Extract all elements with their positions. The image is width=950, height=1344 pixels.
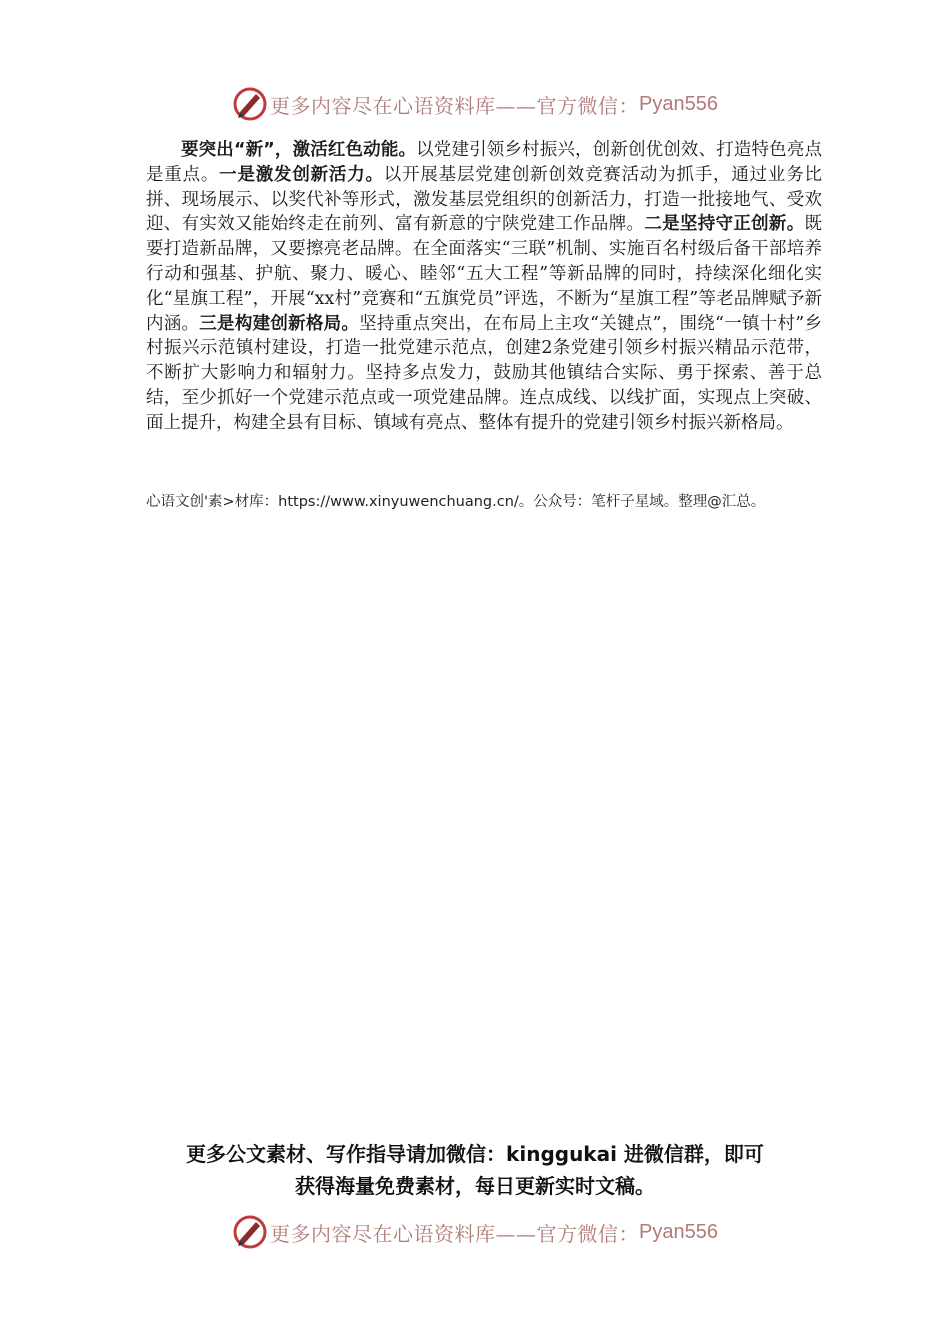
heading-main: 要突出“新”，激活红色动能。 (181, 140, 417, 160)
pen-logo-icon (232, 86, 268, 122)
body-paragraph (146, 138, 822, 436)
footer-banner-text: 更多内容尽在心语资料库——官方微信： (270, 1221, 640, 1246)
pen-logo-icon (232, 1214, 268, 1250)
footer-banner (0, 1210, 950, 1254)
heading-point-2: 二是坚持守正创新。 (644, 214, 805, 235)
body-text-3: 既要打造新品牌，又要擦亮老品牌。在全面落实“三联”机制、实施百名村级后备干部培养行动和强基、护航、聚力、暖心、睦邻“五大工程”等新品牌的同时，持续深化细化实化“星旗工程”，开展“xx村”竞赛和“五旗党员”评选，不断为“星旗工程”等老品牌赋予新内涵。 (146, 214, 823, 334)
body-text-1: 以党建引领乡村振兴，创新创优创效、打造特色亮点是重点。 (146, 140, 822, 185)
header-banner (0, 82, 950, 126)
body-text-4: 坚持重点突出，在布局上主攻“关键点”，围绕“一镇十村”乡村振兴示范镇村建设，打造一批党建示范点，创建2条党建引领乡村振兴精品示范带，不断扩大影响力和辐射力。坚持多点发力，鼓励其他镇结合实际、勇于探索、善于总结，至少抓好一个党建示范点或一项党建品牌。连点成线、以线扩面，实现点上突破、面上提升，构建全县有目标、镇域有亮点、整体有提升的党建引领乡村振兴新格局。 (146, 313, 823, 433)
promo-line-1: 更多公文素材、写作指导请加微信：kinggukai 进微信群，即可 (186, 1142, 764, 1166)
heading-point-1: 一是激发创新活力。 (219, 164, 384, 185)
heading-point-3: 三是构建创新格局。 (199, 313, 360, 334)
footer-banner-wechat: Pyan556 (639, 1220, 718, 1243)
promo-line-2: 获得海量免费素材，每日更新实时文稿。 (295, 1174, 655, 1198)
source-line: 心语文创'素>材库：https://www.xinyuwenchuang.cn/。公众号：笔杆子星域。整理@汇总。 (146, 494, 766, 510)
body-text-2: 以开展基层党建创新创效竞赛活动为抓手，通过业务比拼、现场展示、以奖代补等形式，激发基层党组织的创新活力，打造一批接地气、受欢迎、有实效又能始终走在前列、富有新意的宁陕党建工作品牌。 (146, 164, 823, 235)
header-banner-text: 更多内容尽在心语资料库——官方微信： (270, 93, 640, 118)
header-banner-wechat: Pyan556 (639, 92, 718, 115)
